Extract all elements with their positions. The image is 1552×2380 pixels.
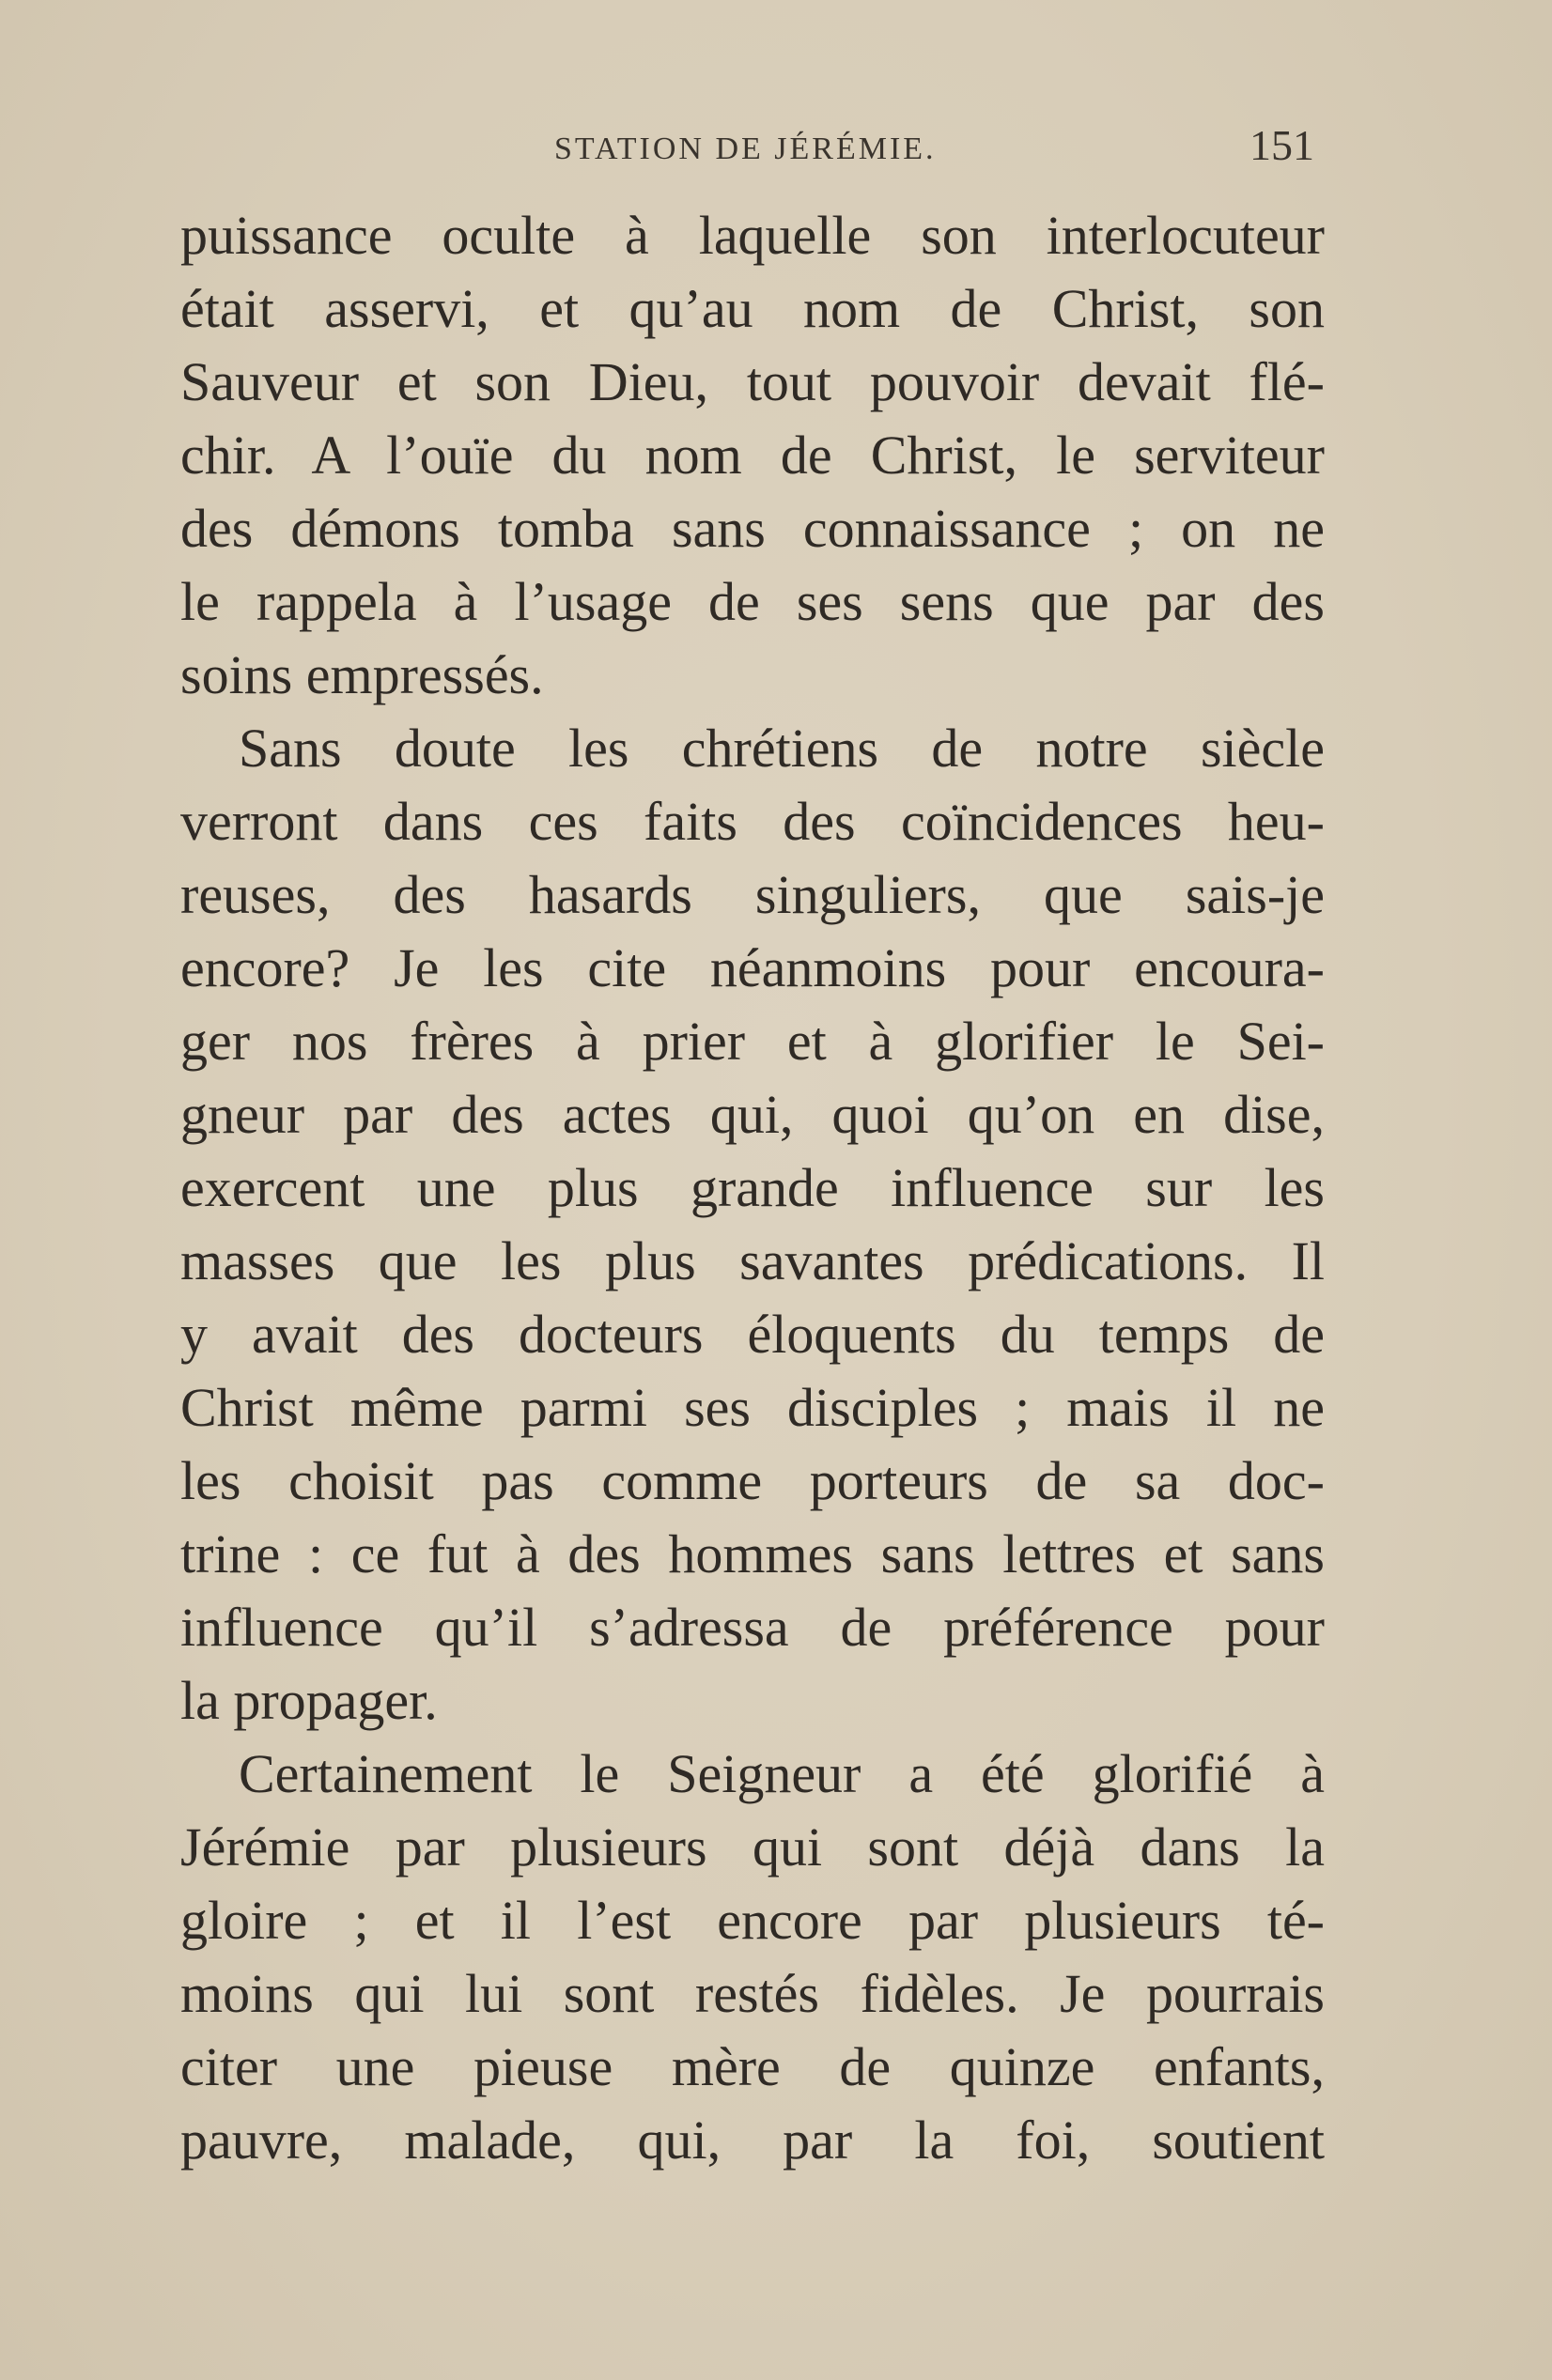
text-line: Jérémie par plusieurs qui sont déjà dans la [180,1816,1325,1878]
text-line: Sauveur et son Dieu, tout pouvoir devait flé- [180,351,1325,412]
text-line: la propager. [180,1670,438,1731]
text-line: Certainement le Seigneur a été glorifié à [239,1743,1325,1804]
text-line: encore? Je les cite néanmoins pour encoura- [180,937,1325,998]
text-line: était asservi, et qu’au nom de Christ, son [180,278,1325,339]
text-line: y avait des docteurs éloquents du temps de [180,1304,1325,1365]
text-line: soins empressés. [180,644,544,705]
text-line: verront dans ces faits des coïncidences heu- [180,791,1325,852]
text-line: des démons tomba sans connaissance ; on ne [180,498,1325,559]
text-line: pauvre, malade, qui, par la foi, soutient [180,2110,1325,2171]
text-line: influence qu’il s’adressa de préférence pour [180,1597,1325,1658]
text-line: le rappela à l’usage de ses sens que par des [180,571,1325,632]
text-line: ger nos frères à prier et à glorifier le Sei- [180,1011,1325,1072]
text-line: citer une pieuse mère de quinze enfants, [180,2036,1325,2097]
running-title: STATION DE JÉRÉMIE. [554,131,937,166]
text-line: Sans doute les chrétiens de notre siècle [239,718,1325,779]
page-number: 151 [1249,121,1314,169]
text-line: chir. A l’ouïe du nom de Christ, le serviteur [180,425,1325,486]
text-line: masses que les plus savantes prédications. Il [180,1230,1325,1291]
text-line: Christ même parmi ses disciples ; mais il ne [180,1377,1325,1438]
text-line: gloire ; et il l’est encore par plusieurs té- [180,1890,1325,1951]
text-line: exercent une plus grande influence sur les [180,1157,1325,1218]
text-line: reuses, des hasards singuliers, que sais-je [180,864,1325,925]
body-text [180,199,1325,2177]
text-line: trine : ce fut à des hommes sans lettres et sans [180,1523,1325,1584]
text-line: puissance oculte à laquelle son interlocuteur [180,205,1325,266]
text-line: les choisit pas comme porteurs de sa doc- [180,1450,1325,1511]
text-line: moins qui lui sont restés fidèles. Je pourrais [180,1963,1325,2024]
text-line: gneur par des actes qui, quoi qu’on en dise, [180,1084,1325,1145]
